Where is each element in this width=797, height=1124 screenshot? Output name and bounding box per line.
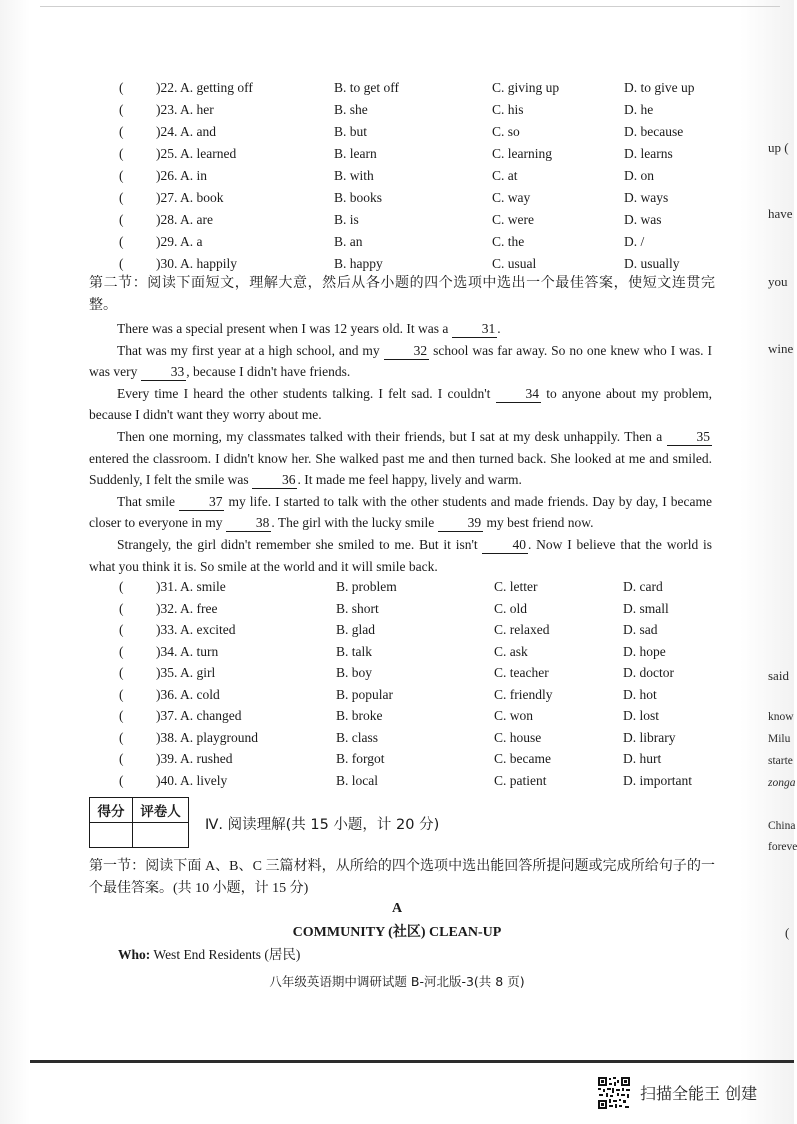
cloze-passage xyxy=(89,318,712,577)
side-fragment: up ( xyxy=(768,140,789,155)
score-label: 得分 xyxy=(90,798,133,823)
side-fragment: China xyxy=(768,820,796,832)
grader-label: 评卷人 xyxy=(133,798,189,823)
side-fragment: starte xyxy=(768,755,793,767)
side-fragment: wine xyxy=(768,341,794,356)
side-fragment: you xyxy=(768,274,788,289)
section4-instruction: 第一节：阅读下面 A、B、C 三篇材料，从所给的四个选项中选出能回答所提问题或完成所给句子的一个最佳答案。(共 10 小题，计 15 分) xyxy=(89,859,715,896)
blank-35: 35 xyxy=(667,429,713,446)
who-line xyxy=(118,943,300,963)
passage-a-title: COMMUNITY (社区) CLEAN-UP xyxy=(292,925,502,940)
blank-34: 34 xyxy=(496,386,542,403)
who-value: West End Residents (居民) xyxy=(153,947,301,962)
passage-paragraph-5: That smile 37 my life. I started to talk with the other students and made friends. Day by day, I became closer to everyone in my 38 . The girl with the lucky smile 39 my best friend now. xyxy=(89,493,712,531)
passage-paragraph-4: Then one morning, my classmates talked with their friends, but I sat at my desk unhappily. Then a 35 entered the classroom. I didn't know her. She walked past me and then turned back. She looked at me and smiled. Suddenly, I felt the smile was 36 . It made me feel happy, lively and warm. xyxy=(89,428,712,488)
top-rule xyxy=(40,6,780,7)
side-fragment: Milu xyxy=(768,733,791,745)
blank-38: 38 xyxy=(226,515,272,532)
bottom-rule xyxy=(30,1060,794,1063)
passage-letter: A xyxy=(391,901,403,916)
page-footer: 八年级英语期中调研试题 B-河北版-3(共 8 页) xyxy=(269,974,525,989)
blank-31: 31 xyxy=(452,321,498,338)
section4-title: Ⅳ. 阅读理解(共 15 小题，计 20 分) xyxy=(205,817,440,833)
blank-32: 32 xyxy=(384,343,430,360)
side-fragment: zonga xyxy=(768,777,796,789)
qr-code-icon xyxy=(597,1076,631,1110)
score-box xyxy=(89,797,189,848)
blank-39: 39 xyxy=(438,515,484,532)
scanner-app-label: 扫描全能王 创建 xyxy=(640,1084,758,1103)
passage-paragraph-2: That was my first year at a high school, and my 32 school was far away. So no one knew who I was. I was very 33 , because I didn't have friends. xyxy=(89,342,713,380)
section2-instruction: 第二节：阅读下面短文，理解大意，然后从各小题的四个选项中选出一个最佳答案，使短文连贯完整。 xyxy=(89,276,715,313)
side-fragment: know xyxy=(768,711,794,723)
passage-paragraph-3: Every time I heard the other students talking. I felt sad. I couldn't 34 to anyone about my problem, because I didn't want they worry about me. xyxy=(89,385,712,423)
passage-paragraph-1: There was a special present when I was 12 years old. It was a 31 . xyxy=(117,321,501,336)
passage-paragraph-6: Strangely, the girl didn't remember she smiled to me. But it isn't 40 . Now I believe that the world is what you think it is. So smile at the world and it will smile back. xyxy=(89,536,713,574)
side-fragment: said xyxy=(768,668,789,683)
blank-33: 33 xyxy=(141,364,187,381)
side-fragment: foreve xyxy=(768,841,797,853)
blank-40: 40 xyxy=(482,537,528,554)
who-label: Who: xyxy=(118,947,151,962)
score-cell xyxy=(90,823,133,848)
side-fragment: ( xyxy=(785,925,790,940)
side-fragment: have xyxy=(768,206,793,221)
blank-36: 36 xyxy=(252,472,298,489)
blank-37: 37 xyxy=(179,494,225,511)
grader-cell xyxy=(133,823,189,848)
